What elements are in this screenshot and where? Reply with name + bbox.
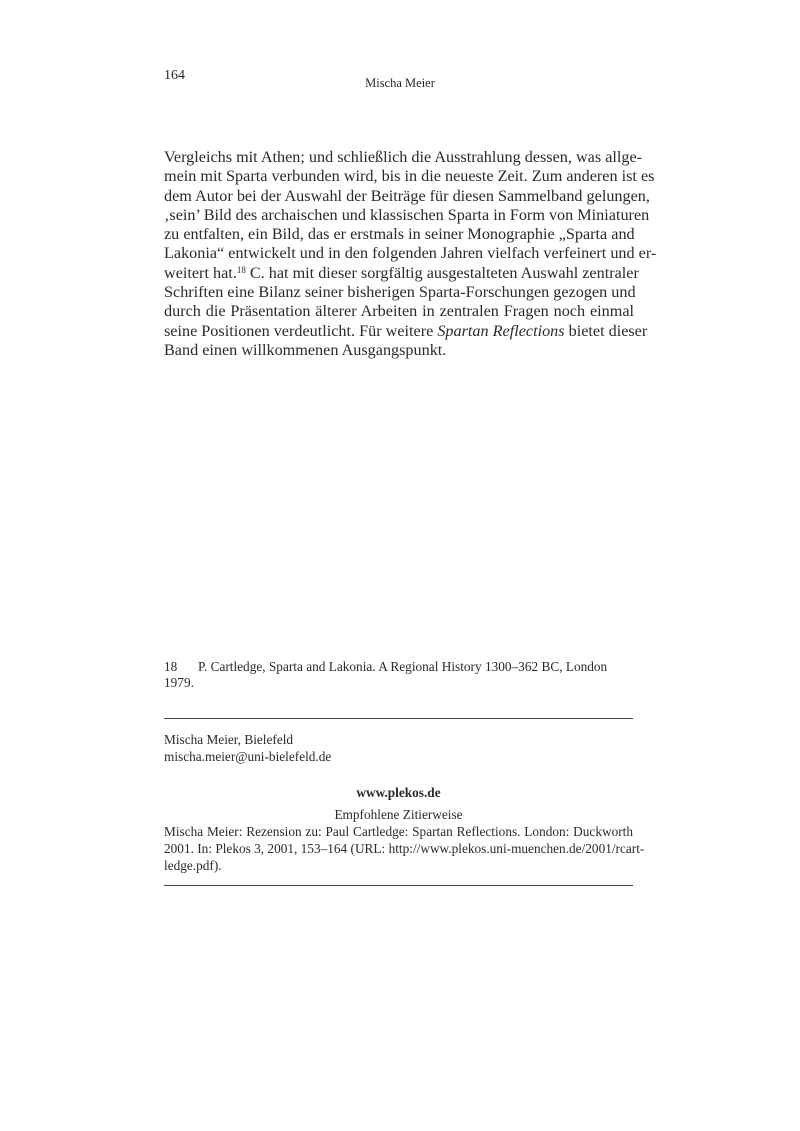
author-name: Mischa Meier, Bielefeld (164, 732, 294, 747)
body-line: Lakonia“ entwickelt und in den folgenden Jahren vielfach verfeinert und er- (164, 244, 657, 263)
body-line: Schriften eine Bilanz seiner bisherigen Sparta-Forschungen gezogen und (164, 283, 636, 302)
footnote-number: 18 (164, 659, 178, 674)
text: bietet dieser (564, 321, 648, 340)
body-line: zu entfalten, ein Bild, das er erstmals in seiner Monographie „Sparta and (164, 225, 635, 244)
body-line: durch die Präsentation älterer Arbeiten in zentralen Fragen noch einmal (164, 302, 634, 321)
citation (164, 823, 645, 874)
book-title: Spartan Reflections (437, 321, 565, 340)
citation-line: 2001. In: Plekos 3, 2001, 153–164 (URL: http://www.plekos.uni-muenchen.de/2001/rcart- (164, 841, 645, 856)
author-email[interactable]: mischa.meier@uni-bielefeld.de (164, 749, 332, 764)
footnote (164, 659, 634, 691)
text: C. hat mit dieser sorgfältig ausgestalteten Auswahl zentraler (245, 263, 639, 282)
running-head: Mischa Meier (365, 76, 435, 90)
footnote-ref[interactable]: 18 (236, 264, 246, 275)
citation-line: ledge.pdf). (164, 858, 222, 873)
footnote-text: P. Cartledge, Sparta and Lakonia. A Regional History 1300–362 BC, London 1979. (164, 659, 608, 690)
body-line: dem Autor bei der Auswahl der Beiträge für diesen Sammelband gelungen, (164, 186, 650, 205)
body-text (164, 148, 657, 360)
text: weitert hat. (164, 263, 237, 282)
divider (164, 885, 633, 886)
body-line (164, 263, 639, 283)
body-line: ‚sein’ Bild des archaischen und klassischen Sparta in Form von Miniaturen (164, 205, 650, 224)
page-number: 164 (164, 68, 185, 83)
author-block (164, 731, 331, 765)
body-line: Band einen willkommenen Ausgangspunkt. (164, 340, 447, 359)
body-line (164, 321, 648, 341)
text: seine Positionen verdeutlicht. Für weitere (164, 321, 438, 340)
citation-line: Mischa Meier: Rezension zu: Paul Cartledge: Spartan Reflections. London: Duckworth (164, 824, 633, 839)
citation-heading: Empfohlene Zitierweise (334, 807, 463, 822)
site-link[interactable]: www.plekos.de (356, 785, 441, 800)
body-line: mein mit Sparta verbunden wird, bis in die neueste Zeit. Zum anderen ist es (164, 167, 655, 186)
body-line: Vergleichs mit Athen; und schließlich die Ausstrahlung dessen, was allge- (164, 148, 643, 166)
divider (164, 718, 633, 719)
